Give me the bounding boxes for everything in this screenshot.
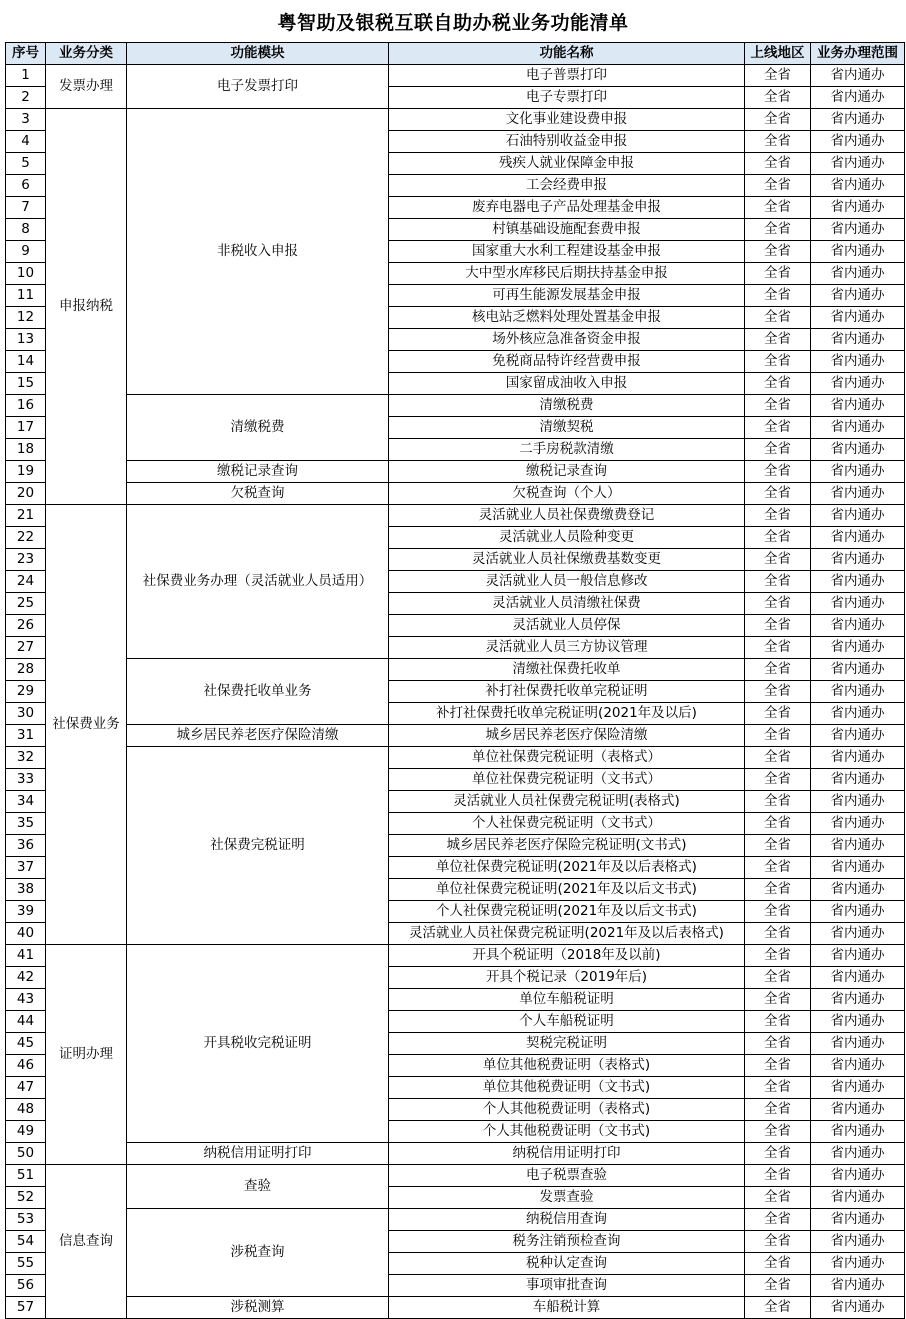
module-cell: 电子发票打印 — [127, 65, 389, 109]
scope-cell: 省内通办 — [811, 549, 905, 571]
table-row — [6, 65, 905, 87]
scope-cell: 省内通办 — [811, 351, 905, 373]
row-number: 54 — [6, 1231, 46, 1253]
function-name-cell: 单位社保费完税证明(2021年及以后文书式) — [389, 879, 745, 901]
function-name-cell: 工会经费申报 — [389, 175, 745, 197]
header-category: 业务分类 — [46, 43, 127, 65]
module-cell: 欠税查询 — [127, 483, 389, 505]
table-row — [6, 659, 905, 681]
row-number: 4 — [6, 131, 46, 153]
row-number: 52 — [6, 1187, 46, 1209]
scope-cell: 省内通办 — [811, 703, 905, 725]
page-title: 粤智助及银税互联自助办税业务功能清单 — [277, 11, 629, 34]
scope-cell: 省内通办 — [811, 659, 905, 681]
region-cell: 全省 — [745, 989, 811, 1011]
function-name-cell: 欠税查询（个人） — [389, 483, 745, 505]
region-cell: 全省 — [745, 703, 811, 725]
region-cell: 全省 — [745, 615, 811, 637]
row-number: 29 — [6, 681, 46, 703]
row-number: 8 — [6, 219, 46, 241]
scope-cell: 省内通办 — [811, 901, 905, 923]
scope-cell: 省内通办 — [811, 1143, 905, 1165]
category-cell: 发票办理 — [46, 65, 127, 109]
category-cell: 证明办理 — [46, 945, 127, 1165]
region-cell: 全省 — [745, 857, 811, 879]
row-number: 10 — [6, 263, 46, 285]
category-cell: 社保费业务 — [46, 505, 127, 945]
row-number: 6 — [6, 175, 46, 197]
region-cell: 全省 — [745, 263, 811, 285]
scope-cell: 省内通办 — [811, 637, 905, 659]
region-cell: 全省 — [745, 175, 811, 197]
function-name-cell: 缴税记录查询 — [389, 461, 745, 483]
function-name-cell: 城乡居民养老医疗保险清缴 — [389, 725, 745, 747]
row-number: 51 — [6, 1165, 46, 1187]
scope-cell: 省内通办 — [811, 1209, 905, 1231]
region-cell: 全省 — [745, 417, 811, 439]
region-cell: 全省 — [745, 219, 811, 241]
region-cell: 全省 — [745, 725, 811, 747]
region-cell: 全省 — [745, 879, 811, 901]
row-number: 34 — [6, 791, 46, 813]
region-cell: 全省 — [745, 967, 811, 989]
table-row — [6, 1297, 905, 1319]
function-name-cell: 村镇基础设施配套费申报 — [389, 219, 745, 241]
region-cell: 全省 — [745, 549, 811, 571]
table-row — [6, 945, 905, 967]
scope-cell: 省内通办 — [811, 1165, 905, 1187]
region-cell: 全省 — [745, 373, 811, 395]
function-name-cell: 灵活就业人员社保费缴费登记 — [389, 505, 745, 527]
row-number: 42 — [6, 967, 46, 989]
scope-cell: 省内通办 — [811, 527, 905, 549]
header-region: 上线地区 — [745, 43, 811, 65]
scope-cell: 省内通办 — [811, 241, 905, 263]
scope-cell: 省内通办 — [811, 769, 905, 791]
row-number: 57 — [6, 1297, 46, 1319]
row-number: 28 — [6, 659, 46, 681]
function-name-cell: 事项审批查询 — [389, 1275, 745, 1297]
table-row — [6, 483, 905, 505]
table-row — [6, 505, 905, 527]
scope-cell: 省内通办 — [811, 1121, 905, 1143]
function-name-cell: 二手房税款清缴 — [389, 439, 745, 461]
region-cell: 全省 — [745, 439, 811, 461]
function-name-cell: 清缴税费 — [389, 395, 745, 417]
function-name-cell: 灵活就业人员三方协议管理 — [389, 637, 745, 659]
region-cell: 全省 — [745, 659, 811, 681]
row-number: 5 — [6, 153, 46, 175]
scope-cell: 省内通办 — [811, 615, 905, 637]
row-number: 27 — [6, 637, 46, 659]
scope-cell: 省内通办 — [811, 153, 905, 175]
scope-cell: 省内通办 — [811, 285, 905, 307]
region-cell: 全省 — [745, 329, 811, 351]
scope-cell: 省内通办 — [811, 1077, 905, 1099]
scope-cell: 省内通办 — [811, 923, 905, 945]
row-number: 50 — [6, 1143, 46, 1165]
function-name-cell: 补打社保费托收单完税证明 — [389, 681, 745, 703]
region-cell: 全省 — [745, 813, 811, 835]
function-name-cell: 灵活就业人员清缴社保费 — [389, 593, 745, 615]
row-number: 44 — [6, 1011, 46, 1033]
scope-cell: 省内通办 — [811, 1099, 905, 1121]
row-number: 24 — [6, 571, 46, 593]
row-number: 13 — [6, 329, 46, 351]
region-cell: 全省 — [745, 87, 811, 109]
scope-cell: 省内通办 — [811, 197, 905, 219]
scope-cell: 省内通办 — [811, 1297, 905, 1319]
scope-cell: 省内通办 — [811, 373, 905, 395]
scope-cell: 省内通办 — [811, 505, 905, 527]
function-name-cell: 税务注销预检查询 — [389, 1231, 745, 1253]
region-cell: 全省 — [745, 1099, 811, 1121]
function-name-cell: 灵活就业人员一般信息修改 — [389, 571, 745, 593]
function-name-cell: 灵活就业人员社保费完税证明(表格式) — [389, 791, 745, 813]
scope-cell: 省内通办 — [811, 1055, 905, 1077]
scope-cell: 省内通办 — [811, 835, 905, 857]
row-number: 47 — [6, 1077, 46, 1099]
region-cell: 全省 — [745, 747, 811, 769]
function-name-cell: 开具个税证明（2018年及以前) — [389, 945, 745, 967]
table-row — [6, 1143, 905, 1165]
module-cell: 开具税收完税证明 — [127, 945, 389, 1143]
row-number: 32 — [6, 747, 46, 769]
region-cell: 全省 — [745, 109, 811, 131]
scope-cell: 省内通办 — [811, 593, 905, 615]
region-cell: 全省 — [745, 637, 811, 659]
scope-cell: 省内通办 — [811, 791, 905, 813]
function-name-cell: 电子普票打印 — [389, 65, 745, 87]
table-row — [6, 1209, 905, 1231]
scope-cell: 省内通办 — [811, 857, 905, 879]
scope-cell: 省内通办 — [811, 571, 905, 593]
module-cell: 社保费完税证明 — [127, 747, 389, 945]
function-name-cell: 个人社保费完税证明（文书式） — [389, 813, 745, 835]
header-scope: 业务办理范围 — [811, 43, 905, 65]
function-name-cell: 个人其他税费证明（表格式) — [389, 1099, 745, 1121]
function-name-cell: 税种认定查询 — [389, 1253, 745, 1275]
row-number: 11 — [6, 285, 46, 307]
module-cell: 纳税信用证明打印 — [127, 1143, 389, 1165]
module-cell: 清缴税费 — [127, 395, 389, 461]
region-cell: 全省 — [745, 1231, 811, 1253]
row-number: 17 — [6, 417, 46, 439]
scope-cell: 省内通办 — [811, 967, 905, 989]
scope-cell: 省内通办 — [811, 1011, 905, 1033]
function-name-cell: 电子税票查验 — [389, 1165, 745, 1187]
table-row — [6, 725, 905, 747]
row-number: 37 — [6, 857, 46, 879]
scope-cell: 省内通办 — [811, 1187, 905, 1209]
region-cell: 全省 — [745, 307, 811, 329]
row-number: 14 — [6, 351, 46, 373]
function-name-cell: 灵活就业人员停保 — [389, 615, 745, 637]
region-cell: 全省 — [745, 1143, 811, 1165]
row-number: 46 — [6, 1055, 46, 1077]
row-number: 12 — [6, 307, 46, 329]
function-name-cell: 个人其他税费证明（文书式) — [389, 1121, 745, 1143]
module-cell: 城乡居民养老医疗保险清缴 — [127, 725, 389, 747]
row-number: 18 — [6, 439, 46, 461]
region-cell: 全省 — [745, 1209, 811, 1231]
scope-cell: 省内通办 — [811, 87, 905, 109]
function-name-cell: 灵活就业人员社保缴费基数变更 — [389, 549, 745, 571]
function-name-cell: 灵活就业人员险种变更 — [389, 527, 745, 549]
row-number: 22 — [6, 527, 46, 549]
scope-cell: 省内通办 — [811, 989, 905, 1011]
function-name-cell: 核电站乏燃料处理处置基金申报 — [389, 307, 745, 329]
region-cell: 全省 — [745, 505, 811, 527]
scope-cell: 省内通办 — [811, 219, 905, 241]
row-number: 1 — [6, 65, 46, 87]
scope-cell: 省内通办 — [811, 329, 905, 351]
region-cell: 全省 — [745, 1121, 811, 1143]
module-cell: 社保费托收单业务 — [127, 659, 389, 725]
table-row — [6, 109, 905, 131]
scope-cell: 省内通办 — [811, 747, 905, 769]
row-number: 25 — [6, 593, 46, 615]
category-cell: 信息查询 — [46, 1165, 127, 1319]
function-name-cell: 灵活就业人员社保费完税证明(2021年及以后表格式) — [389, 923, 745, 945]
row-number: 2 — [6, 87, 46, 109]
region-cell: 全省 — [745, 1165, 811, 1187]
scope-cell: 省内通办 — [811, 813, 905, 835]
region-cell: 全省 — [745, 1033, 811, 1055]
scope-cell: 省内通办 — [811, 483, 905, 505]
function-name-cell: 城乡居民养老医疗保险完税证明(文书式) — [389, 835, 745, 857]
region-cell: 全省 — [745, 527, 811, 549]
region-cell: 全省 — [745, 1297, 811, 1319]
row-number: 20 — [6, 483, 46, 505]
row-number: 21 — [6, 505, 46, 527]
function-name-cell: 开具个税记录（2019年后) — [389, 967, 745, 989]
function-name-cell: 石油特别收益金申报 — [389, 131, 745, 153]
row-number: 48 — [6, 1099, 46, 1121]
function-name-cell: 清缴社保费托收单 — [389, 659, 745, 681]
region-cell: 全省 — [745, 681, 811, 703]
scope-cell: 省内通办 — [811, 131, 905, 153]
scope-cell: 省内通办 — [811, 395, 905, 417]
row-number: 15 — [6, 373, 46, 395]
scope-cell: 省内通办 — [811, 1275, 905, 1297]
region-cell: 全省 — [745, 153, 811, 175]
row-number: 45 — [6, 1033, 46, 1055]
category-cell: 申报纳税 — [46, 109, 127, 505]
scope-cell: 省内通办 — [811, 945, 905, 967]
region-cell: 全省 — [745, 241, 811, 263]
region-cell: 全省 — [745, 791, 811, 813]
row-number: 3 — [6, 109, 46, 131]
region-cell: 全省 — [745, 131, 811, 153]
region-cell: 全省 — [745, 285, 811, 307]
scope-cell: 省内通办 — [811, 879, 905, 901]
scope-cell: 省内通办 — [811, 1253, 905, 1275]
region-cell: 全省 — [745, 395, 811, 417]
region-cell: 全省 — [745, 835, 811, 857]
scope-cell: 省内通办 — [811, 681, 905, 703]
row-number: 31 — [6, 725, 46, 747]
row-number: 36 — [6, 835, 46, 857]
row-number: 41 — [6, 945, 46, 967]
region-cell: 全省 — [745, 461, 811, 483]
row-number: 40 — [6, 923, 46, 945]
scope-cell: 省内通办 — [811, 725, 905, 747]
function-name-cell: 纳税信用证明打印 — [389, 1143, 745, 1165]
region-cell: 全省 — [745, 769, 811, 791]
region-cell: 全省 — [745, 901, 811, 923]
region-cell: 全省 — [745, 351, 811, 373]
region-cell: 全省 — [745, 1187, 811, 1209]
row-number: 38 — [6, 879, 46, 901]
function-name-cell: 单位社保费完税证明（表格式） — [389, 747, 745, 769]
function-name-cell: 大中型水库移民后期扶持基金申报 — [389, 263, 745, 285]
row-number: 30 — [6, 703, 46, 725]
row-number: 7 — [6, 197, 46, 219]
table-row — [6, 461, 905, 483]
function-name-cell: 单位车船税证明 — [389, 989, 745, 1011]
scope-cell: 省内通办 — [811, 175, 905, 197]
row-number: 33 — [6, 769, 46, 791]
function-name-cell: 清缴契税 — [389, 417, 745, 439]
header-no: 序号 — [6, 43, 46, 65]
function-name-cell: 可再生能源发展基金申报 — [389, 285, 745, 307]
row-number: 16 — [6, 395, 46, 417]
function-list-table — [5, 42, 905, 1319]
function-name-cell: 单位社保费完税证明(2021年及以后表格式) — [389, 857, 745, 879]
table-row — [6, 747, 905, 769]
function-name-cell: 个人社保费完税证明(2021年及以后文书式) — [389, 901, 745, 923]
region-cell: 全省 — [745, 945, 811, 967]
row-number: 35 — [6, 813, 46, 835]
region-cell: 全省 — [745, 1275, 811, 1297]
region-cell: 全省 — [745, 593, 811, 615]
row-number: 19 — [6, 461, 46, 483]
region-cell: 全省 — [745, 197, 811, 219]
function-name-cell: 国家重大水利工程建设基金申报 — [389, 241, 745, 263]
scope-cell: 省内通办 — [811, 1033, 905, 1055]
region-cell: 全省 — [745, 1253, 811, 1275]
scope-cell: 省内通办 — [811, 109, 905, 131]
header-module: 功能模块 — [127, 43, 389, 65]
header-name: 功能名称 — [389, 43, 745, 65]
table-body — [6, 65, 905, 1319]
scope-cell: 省内通办 — [811, 417, 905, 439]
scope-cell: 省内通办 — [811, 461, 905, 483]
row-number: 43 — [6, 989, 46, 1011]
function-name-cell: 补打社保费托收单完税证明(2021年及以后) — [389, 703, 745, 725]
scope-cell: 省内通办 — [811, 439, 905, 461]
function-name-cell: 个人车船税证明 — [389, 1011, 745, 1033]
module-cell: 涉税测算 — [127, 1297, 389, 1319]
region-cell: 全省 — [745, 923, 811, 945]
module-cell: 查验 — [127, 1165, 389, 1209]
module-cell: 社保费业务办理（灵活就业人员适用） — [127, 505, 389, 659]
row-number: 39 — [6, 901, 46, 923]
table-row — [6, 1165, 905, 1187]
function-name-cell: 单位其他税费证明（文书式) — [389, 1077, 745, 1099]
region-cell: 全省 — [745, 483, 811, 505]
function-name-cell: 车船税计算 — [389, 1297, 745, 1319]
row-number: 49 — [6, 1121, 46, 1143]
region-cell: 全省 — [745, 1055, 811, 1077]
row-number: 56 — [6, 1275, 46, 1297]
module-cell: 非税收入申报 — [127, 109, 389, 395]
row-number: 53 — [6, 1209, 46, 1231]
function-name-cell: 残疾人就业保障金申报 — [389, 153, 745, 175]
function-name-cell: 免税商品特许经营费申报 — [389, 351, 745, 373]
scope-cell: 省内通办 — [811, 307, 905, 329]
function-name-cell: 文化事业建设费申报 — [389, 109, 745, 131]
function-name-cell: 废弃电器电子产品处理基金申报 — [389, 197, 745, 219]
scope-cell: 省内通办 — [811, 263, 905, 285]
function-name-cell: 电子专票打印 — [389, 87, 745, 109]
region-cell: 全省 — [745, 571, 811, 593]
row-number: 26 — [6, 615, 46, 637]
function-name-cell: 国家留成油收入申报 — [389, 373, 745, 395]
module-cell: 缴税记录查询 — [127, 461, 389, 483]
function-name-cell: 单位社保费完税证明（文书式） — [389, 769, 745, 791]
row-number: 9 — [6, 241, 46, 263]
function-name-cell: 单位其他税费证明（表格式) — [389, 1055, 745, 1077]
function-name-cell: 发票查验 — [389, 1187, 745, 1209]
row-number: 55 — [6, 1253, 46, 1275]
row-number: 23 — [6, 549, 46, 571]
scope-cell: 省内通办 — [811, 65, 905, 87]
table-row — [6, 395, 905, 417]
module-cell: 涉税查询 — [127, 1209, 389, 1297]
region-cell: 全省 — [745, 1011, 811, 1033]
region-cell: 全省 — [745, 1077, 811, 1099]
function-name-cell: 场外核应急准备资金申报 — [389, 329, 745, 351]
scope-cell: 省内通办 — [811, 1231, 905, 1253]
region-cell: 全省 — [745, 65, 811, 87]
function-name-cell: 契税完税证明 — [389, 1033, 745, 1055]
function-name-cell: 纳税信用查询 — [389, 1209, 745, 1231]
table-header-row — [6, 43, 905, 65]
